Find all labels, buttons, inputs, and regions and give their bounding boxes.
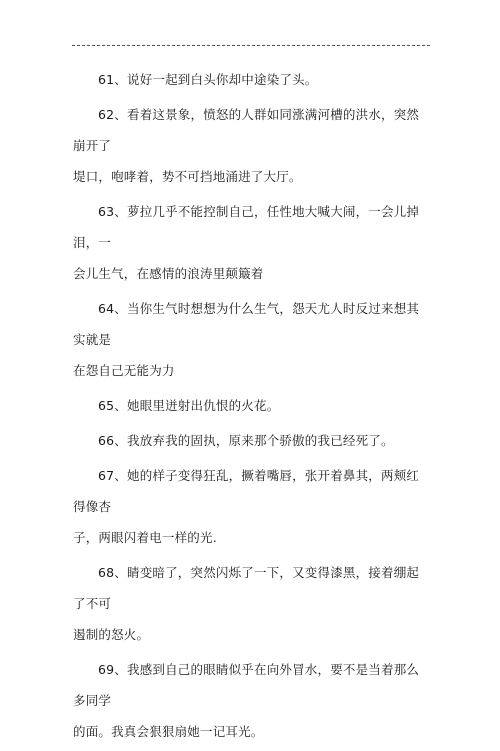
entry-text-line: 67、她的样子变得狂乱，撅着嘴唇，张开着鼻其，两颊红得像杏: [73, 468, 420, 514]
entry-text-line: 在怨自己无能为力: [73, 363, 175, 378]
list-item: [73, 196, 431, 289]
header-divider: [72, 45, 430, 46]
entry-text-line: 68、睛变暗了，突然闪烁了一下，又变得漆黑，接着绷起了不可: [73, 565, 420, 611]
entry-text-line: 69、我感到自己的眼睛似乎在向外冒水，要不是当着那么多同学: [73, 662, 420, 708]
entry-list: [73, 64, 431, 751]
entry-text-line: 的面。我真会狠狠扇她一记耳光。: [73, 724, 264, 739]
entry-text-line: 65、她眼里迸射出仇恨的火花。: [98, 398, 280, 413]
list-item: [73, 460, 431, 553]
entry-text-line: 64、当你生气时想想为什么生气，怨天尤人时反过来想其实就是: [73, 301, 420, 347]
entry-text-line: 66、我放弃我的固执，原来那个骄傲的我已经死了。: [98, 433, 394, 448]
list-item: [73, 557, 431, 650]
list-item: [73, 64, 431, 95]
entry-text-line: 61、说好一起到白头你却中途染了头。: [98, 72, 318, 87]
entry-text-line: 堤口，咆哮着，势不可挡地涌进了大厅。: [73, 169, 302, 184]
entry-text-line: 遏制的怒火。: [73, 627, 150, 642]
list-item: [73, 425, 431, 456]
entry-text-line: 62、看着这景象，愤怒的人群如同涨满河槽的洪水，突然崩开了: [73, 107, 420, 153]
list-item: [73, 654, 431, 747]
entry-text-line: 63、萝拉几乎不能控制自己，任性地大喊大闹，一会儿掉泪，一: [73, 204, 420, 250]
list-item: [73, 390, 431, 421]
entry-text-line: 会儿生气，在感情的浪涛里颠簸着: [73, 266, 264, 281]
list-item: [73, 99, 431, 192]
entry-text-line: 子，两眼闪着电一样的光.: [73, 530, 217, 545]
list-item: [73, 293, 431, 386]
